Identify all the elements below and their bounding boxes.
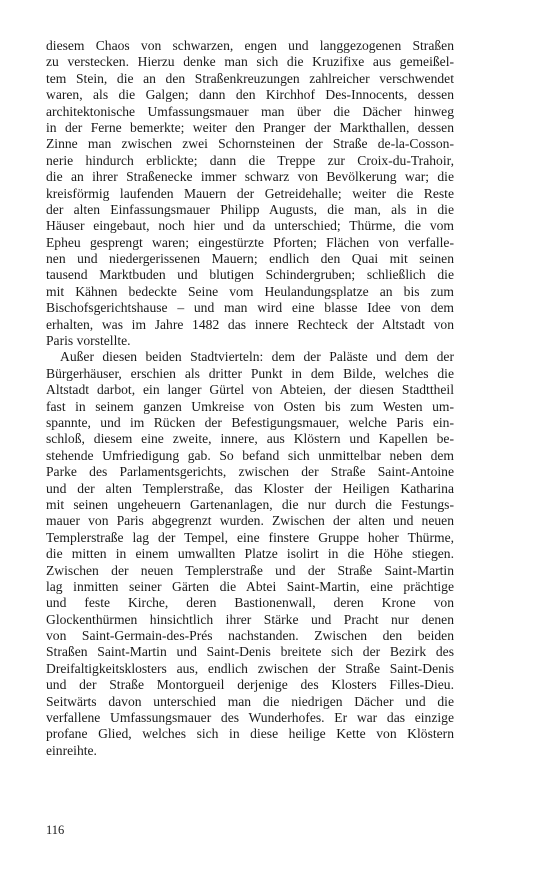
text-line: architektonische Umfassungsmauer man über die Dächer hinweg	[46, 103, 454, 119]
text-line: verfallene Umfassungsmauer des Wunderhofes. Er war das einzige	[46, 710, 454, 726]
text-line: Häuser eingebaut, noch hier und da unterschied; Thürme, die vom	[46, 218, 454, 234]
text-line: mauer von Paris abgegrenzt wurden. Zwischen der alten und neuen	[46, 513, 454, 529]
text-line: tausend Marktbuden und blutigen Schindergruben; schließlich die	[46, 267, 454, 283]
text-line: Bischofsgerichtshause – und man wird eine blasse Idee von dem	[46, 300, 454, 316]
text-line: der alten Einfassungsmauer Philipp Augusts, die man, als in die	[46, 201, 454, 217]
text-line: erhalten, was im Jahre 1482 das innere Rechteck der Altstadt von	[46, 316, 454, 332]
text-line: und feste Kirche, deren Bastionenwall, deren Krone von	[46, 595, 454, 611]
text-line: Paris vorstellte.	[46, 333, 131, 349]
text-line: spannte, und im Rücken der Befestigungsmauer, welche Paris ein-	[46, 414, 454, 430]
paragraph-2	[46, 349, 454, 759]
text-line: die mitten in einem umwallten Platze isolirt in die Höhe stiegen.	[46, 546, 454, 562]
text-line: waren, als die Galgen; dann den Kirchhof Des-Innocents, dessen	[46, 87, 454, 103]
text-line: profane Glied, welches sich in diese heilige Kette von Klöstern	[46, 726, 454, 742]
page-body	[46, 38, 454, 759]
text-line: stehende Umfriedigung gab. So befand sich unmittelbar neben dem	[46, 447, 454, 463]
text-line: die an ihrer Straßenecke immer schwarz von Bevölkerung war; die	[46, 169, 454, 185]
text-line: nerie hindurch erblickte; dann die Treppe zur Croix-du-Trahoir,	[46, 152, 454, 168]
text-line: Zinne man zwischen zwei Schornsteinen der Straße de-la-Cosson-	[46, 136, 454, 152]
page-number: 116	[46, 823, 65, 837]
text-line: in der Ferne bemerkte; weiter den Pranger der Markthallen, dessen	[46, 119, 454, 135]
text-line: Altstadt darbot, ein langer Gürtel von Abteien, der diesen Stadttheil	[46, 382, 454, 398]
text-line: schloß, diesem eine zweite, innere, aus Klöstern und Kapellen be-	[46, 431, 454, 447]
text-line: diesem Chaos von schwarzen, engen und langgezogenen Straßen	[46, 38, 454, 53]
text-line: Glockenthürmen hinsichtlich ihrer Stärke und Pracht nur denen	[46, 611, 454, 627]
text-line: Bürgerhäuser, erschien als dritter Punkt in dem Bilde, welches die	[46, 365, 454, 381]
text-line: Dreifaltigkeitsklosters aus, endlich zwischen der Straße Saint-Denis	[46, 660, 454, 676]
text-line: Parke des Parlamentsgerichts, zwischen der Straße Saint-Antoine	[46, 464, 454, 480]
text-line: mit seinen ungeheuern Gartenanlagen, die nur durch die Festungs-	[46, 496, 454, 512]
text-line: Epheu gesprengt waren; eingestürzte Pforten; Flächen von verfalle-	[46, 234, 454, 250]
text-line: und der alten Templerstraße, das Kloster der Heiligen Katharina	[46, 480, 454, 496]
text-line: Außer diesen beiden Stadtvierteln: dem der Paläste und dem der	[60, 349, 454, 365]
text-line: Straßen Saint-Martin und Saint-Denis breitete sich der Bezirk des	[46, 644, 454, 660]
text-line: tem Stein, die an den Straßenkreuzungen zahlreicher verschwendet	[46, 70, 454, 86]
text-line: zu verstecken. Hierzu denke man sich die Kruzifixe aus gemeißel-	[46, 54, 454, 70]
text-line: nen und niedergerissenen Mauern; endlich den Quai mit seinen	[46, 251, 454, 267]
text-line: und der Straße Montorgueil derjenige des Klosters Filles-Dieu.	[46, 677, 454, 693]
text-line: Zwischen der neuen Templerstraße und der Straße Saint-Martin	[46, 562, 454, 578]
text-line: kreisförmig laufenden Mauern der Getreidehalle; weiter die Reste	[46, 185, 454, 201]
text-line: einreihte.	[46, 742, 97, 758]
text-line: von Saint-Germain-des-Prés nachstanden. Zwischen den beiden	[46, 628, 454, 644]
text-line: Seitwärts davon unterschied man die niedrigen Dächer und die	[46, 693, 454, 709]
paragraph-1	[46, 38, 454, 349]
text-line: fast in seinem ganzen Umkreise von Osten bis zum Westen um-	[46, 398, 454, 414]
text-line: mit Kähnen bedeckte Seine vom Heulandungsplatze an bis zum	[46, 283, 454, 299]
text-line: Templerstraße lag der Tempel, eine finstere Gruppe hoher Thürme,	[46, 529, 454, 545]
text-line: lag inmitten seiner Gärten die Abtei Saint-Martin, eine prächtige	[46, 578, 454, 594]
